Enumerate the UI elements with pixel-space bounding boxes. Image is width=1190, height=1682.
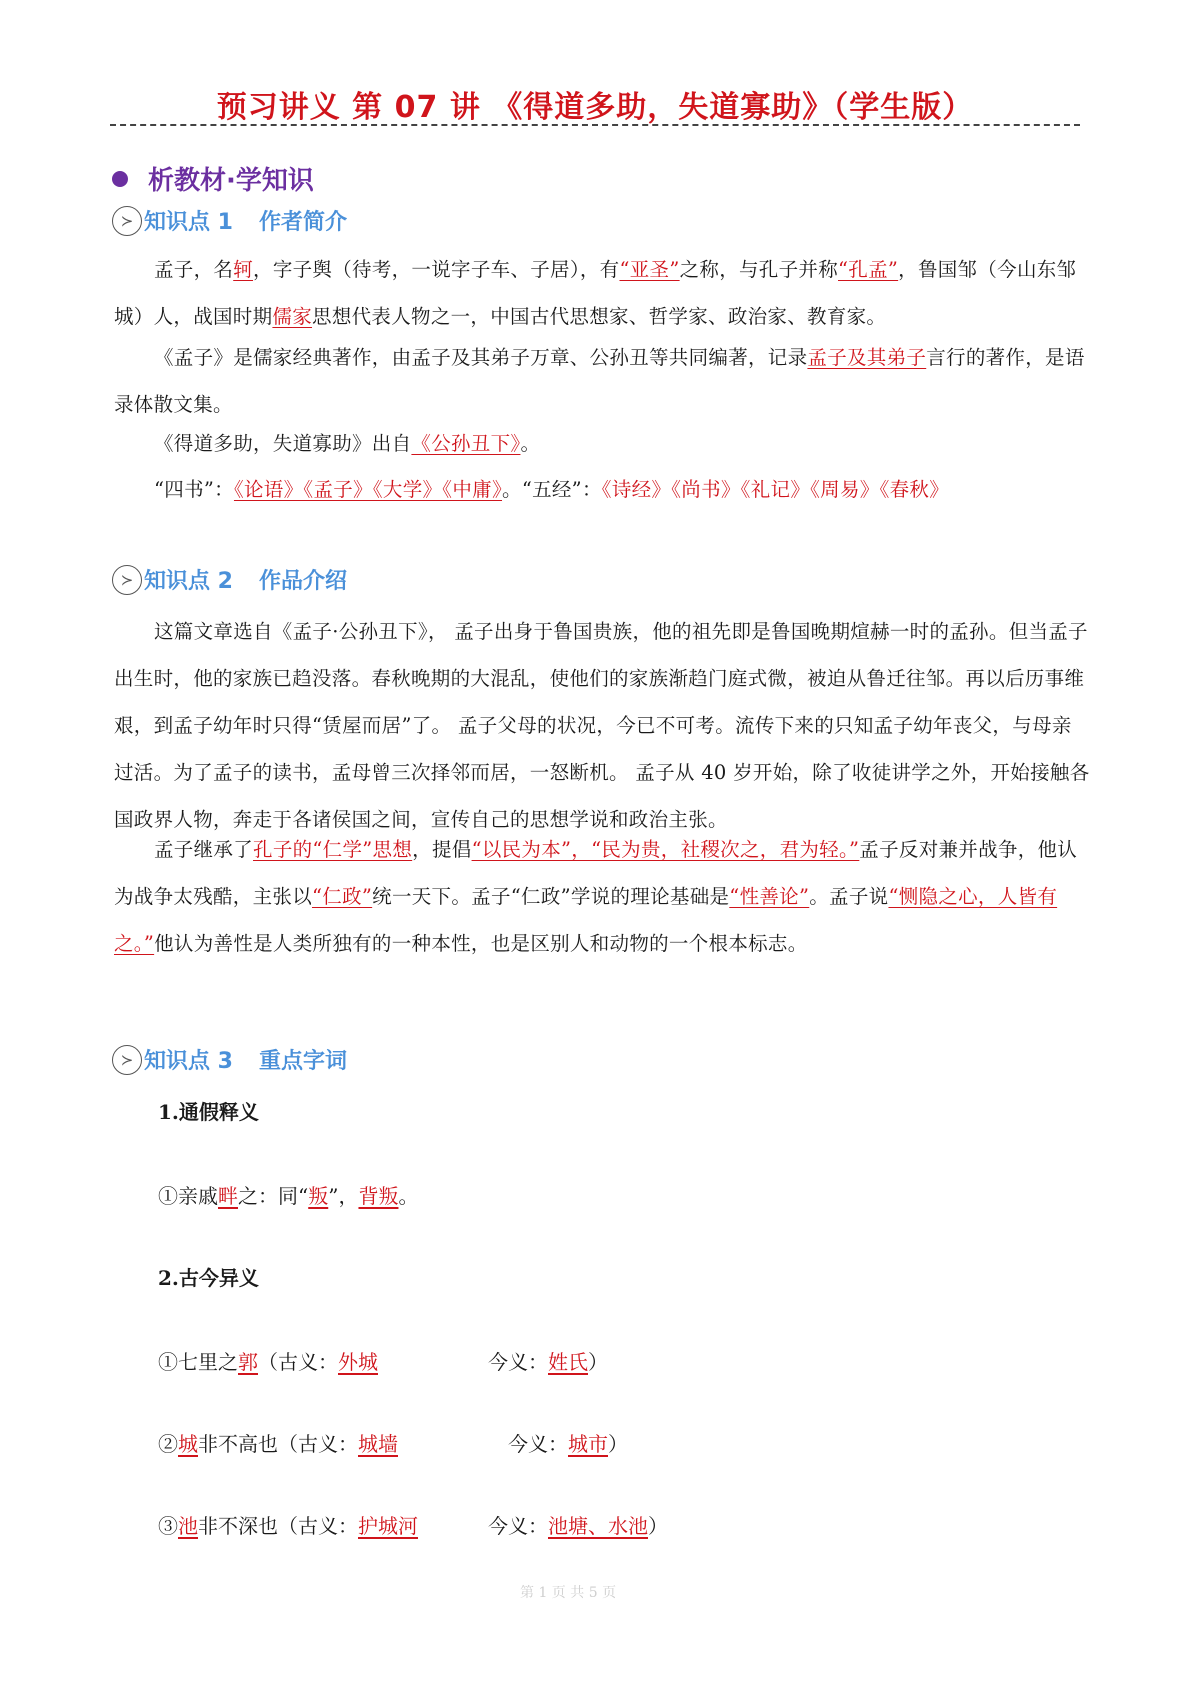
arrow-circle-icon: ≻: [112, 1045, 142, 1075]
tongjia-same: 叛: [308, 1184, 329, 1208]
section-title: 析教材·学知识: [148, 166, 314, 196]
answer-source: 《公孙丑下》: [411, 432, 521, 455]
kp2-number: 知识点 2: [144, 569, 233, 594]
document-title: 预习讲义 第 07 讲 《得道多助，失道寡助》（学生版）: [216, 90, 974, 125]
arrow-circle-icon: ≻: [112, 206, 142, 236]
kp2-paragraph-2: 孟子继承了孔子的“仁学”思想，提倡“以民为本”，“民为贵，社稷次之，君为轻。”孟子反对兼并战争，他认为战争太残酷，主张以“仁政”统一天下。孟子“仁政”学说的理论基础是“性善论”。孟子说“恻隐之心，人皆有之。”他认为善性是人类所独有的一种本性，也是区别人和动物的一个根本标志。: [114, 838, 1078, 955]
subheading-gujin: 2.古今异义: [158, 1266, 259, 1290]
answer-wujing: 《诗经》《尚书》《礼记》《周易》《春秋》: [601, 478, 950, 501]
answer-renzheng: “仁政”: [312, 885, 373, 908]
kp3-title: 重点字词: [258, 1049, 347, 1074]
kp1-paragraph-4: “四书”：《论语》《孟子》《大学》《中庸》。“五经”：《诗经》《尚书》《礼记》《周易》《春秋》: [154, 478, 950, 501]
answer-kongmeng: “孔孟”: [838, 258, 899, 281]
gujin-item-1: ①七里之郭（古义：外城 今义：姓氏）: [158, 1350, 608, 1374]
page-footer: 第 1 页 共 5 页: [520, 1585, 617, 1601]
title-divider: [110, 124, 1080, 126]
kp3-number: 知识点 3: [144, 1049, 233, 1074]
kp2-paragraph-1: 这篇文章选自《孟子·公孙丑下》， 孟子出身于鲁国贵族，他的祖先即是鲁国晚期煊赫一时的孟孙。但当孟子出生时，他的家族已趋没落。春秋晚期的大混乱，使他们的家族渐趋门庭式微，被迫从鲁迁往邹。再以后历事维艰，到孟子幼年时只得“赁屋而居”了。 孟子父母的状况，今已不可考。流传下来的只知孟子幼年丧父，与母亲过活。为了孟子的读书，孟母曾三次择邻而居，一怒断机。 孟子从 40 岁开始，除了收徒讲学之外，开始接触各国政界人物，奔走于各诸侯国之间，宣传自己的思想学说和政治主张。: [114, 620, 1090, 831]
tongjia-item: ①亲戚畔之：同“叛”，背叛。: [158, 1184, 419, 1208]
answer-yasheng: “亚圣”: [619, 258, 680, 281]
answer-name: 轲: [233, 258, 254, 281]
answer-sishu: 《论语》《孟子》《大学》《中庸》: [233, 478, 503, 501]
answer-renxue: 孔子的“仁学”思想: [253, 838, 413, 861]
kp1-number: 知识点 1: [144, 210, 233, 235]
bullet-dot-icon: [112, 171, 128, 187]
kp1-paragraph-3: 《得道多助，失道寡助》出自《公孙丑下》。: [154, 432, 541, 455]
kp2-title: 作品介绍: [258, 569, 347, 594]
section-heading: [112, 160, 314, 197]
kp3-heading: [112, 1044, 347, 1075]
answer-disciples: 孟子及其弟子: [807, 346, 927, 369]
tongjia-key: 畔: [218, 1184, 238, 1208]
answer-xingshan: “性善论”: [729, 885, 810, 908]
gujin-item-3: ③池非不深也（古义：护城河 今义：池塘、水池）: [158, 1514, 668, 1538]
subheading-tongjia: 1.通假释义: [158, 1100, 259, 1124]
kp1-paragraph-2: 《孟子》是儒家经典著作，由孟子及其弟子万章、公孙丑等共同编著，记录孟子及其弟子言行的著作，是语录体散文集。: [114, 346, 1085, 416]
gujin-item-2: ②城非不高也（古义：城墙 今义：城市）: [158, 1432, 628, 1456]
kp1-title: 作者简介: [258, 210, 347, 235]
answer-rujia: 儒家: [272, 305, 313, 328]
tongjia-meaning: 背叛: [358, 1184, 399, 1208]
arrow-circle-icon: ≻: [112, 565, 142, 595]
answer-minben: “以民为本”，“民为贵，社稷次之，君为轻。”: [471, 838, 860, 861]
kp2-heading: [112, 564, 347, 595]
kp1-paragraph-1: 孟子，名轲，字子舆（待考，一说字子车、子居），有“亚圣”之称，与孔子并称“孔孟”，鲁国邹（今山东邹城）人，战国时期儒家思想代表人物之一，中国古代思想家、哲学家、政治家、教育家。: [114, 258, 1077, 328]
kp1-heading: [112, 205, 347, 236]
answer-ceyin: “恻隐之心，人皆有之。”: [114, 885, 1058, 955]
